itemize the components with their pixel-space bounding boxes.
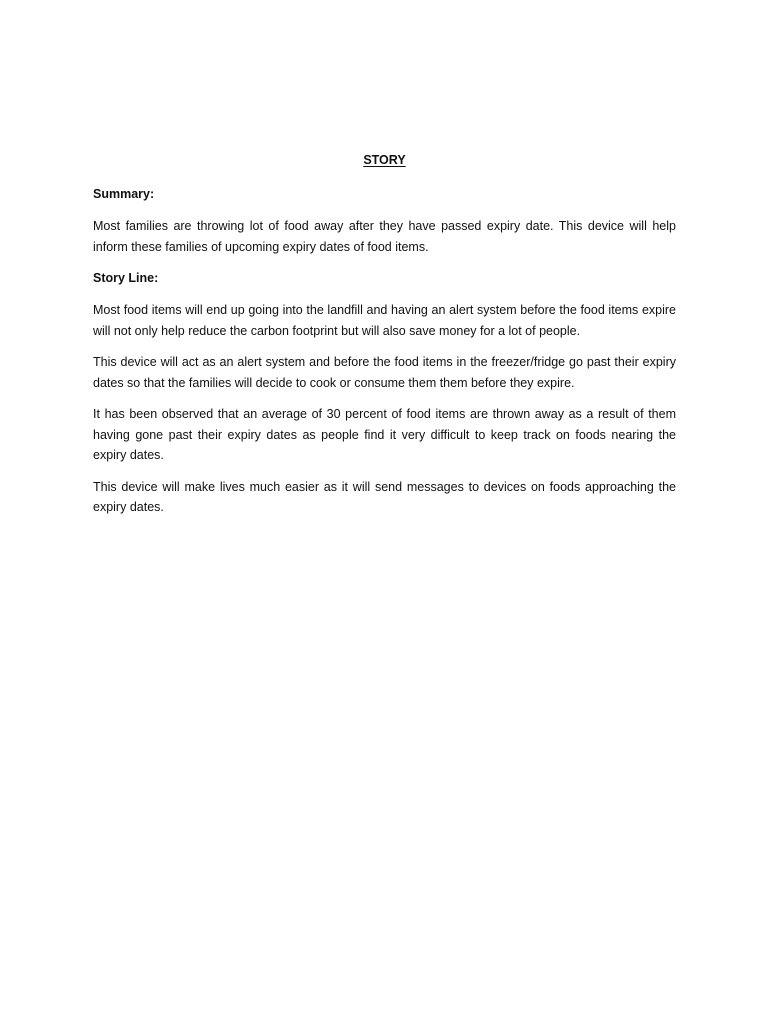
document-title: STORY [363,153,406,167]
storyline-paragraph-2: This device will act as an alert system and before the food items in the freezer/fridge go past their expiry dates so that the families will decide to cook or consume them them before they expire. [93,355,676,390]
summary-heading: Summary: [93,187,155,201]
storyline-paragraph-1: Most food items will end up going into the landfill and having an alert system before the food items expire will not only help reduce the carbon footprint but will also save money for a lot of people. [93,303,676,338]
summary-paragraph: Most families are throwing lot of food away after they have passed expiry date. This device will help inform these families of upcoming expiry dates of food items. [93,219,676,254]
document-page [93,150,676,529]
storyline-heading: Story Line: [93,271,159,285]
storyline-paragraph-4: This device will make lives much easier as it will send messages to devices on foods approaching the expiry dates. [93,479,676,514]
storyline-paragraph-3: It has been observed that an average of 30 percent of food items are thrown away as a result of them having gone past their expiry dates as people find it very difficult to keep track on foods nearing the expiry dates. [93,407,676,462]
